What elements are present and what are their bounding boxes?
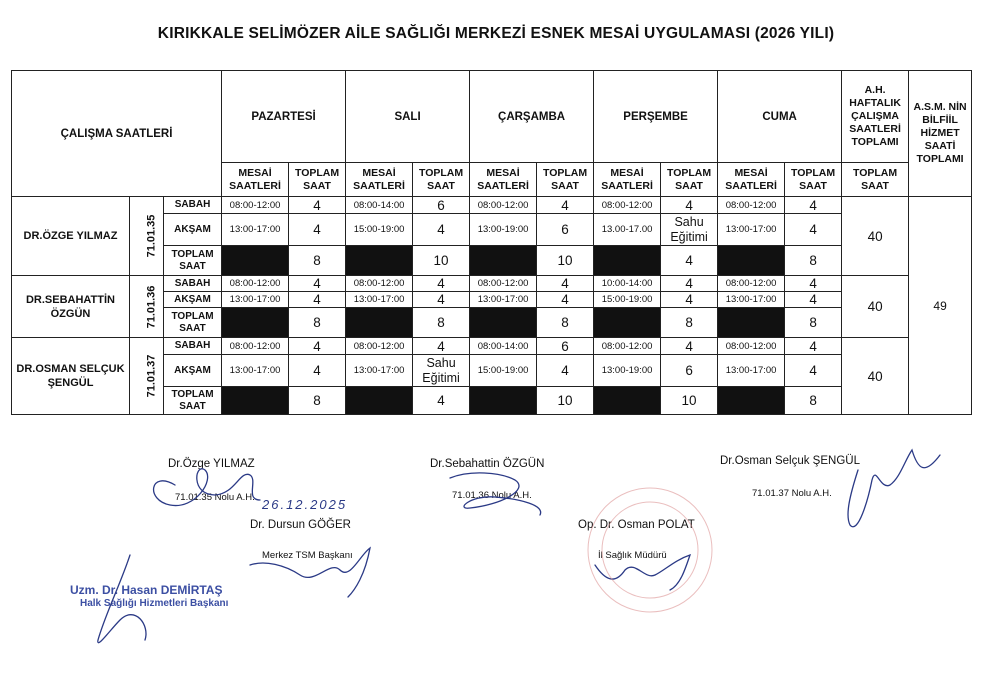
signature-name: Dr.Osman Selçuk ŞENGÜL <box>720 455 860 467</box>
time-cell: 13:00-17:00 <box>470 292 537 308</box>
day-total-cell: 8 <box>289 246 346 276</box>
col-toplam: TOPLAM SAAT <box>289 163 346 197</box>
time-cell: 13:00-19:00 <box>470 214 537 246</box>
time-cell: 08:00-14:00 <box>470 338 537 355</box>
hours-cell: 4 <box>785 214 842 246</box>
training-cell: Sahu Eğitimi <box>413 355 470 387</box>
day-header-tuesday: SALI <box>346 71 470 163</box>
time-cell: 13:00-17:00 <box>222 214 289 246</box>
time-cell: 10:00-14:00 <box>594 276 661 292</box>
row-label-sabah: SABAH <box>164 338 222 355</box>
row-label-aksam: AKŞAM <box>164 214 222 246</box>
time-cell: 08:00-12:00 <box>346 276 413 292</box>
col-mesai: MESAİ SAATLERİ <box>222 163 289 197</box>
stamp-name: Uzm. Dr. Hasan DEMİRTAŞ <box>70 583 223 597</box>
day-total-cell: 10 <box>661 387 718 415</box>
signature-role: 71.01.37 Nolu A.H. <box>752 488 832 499</box>
hours-cell: 4 <box>537 292 594 308</box>
time-cell: 13.00-17.00 <box>594 214 661 246</box>
hours-cell: 4 <box>661 197 718 214</box>
ah-weekly-total-header: A.H. HAFTALIK ÇALIŞMA SAATLERİ TOPLAMI <box>842 71 909 163</box>
time-cell: 08:00-12:00 <box>718 197 785 214</box>
hours-cell: 4 <box>413 338 470 355</box>
col-mesai: MESAİ SAATLERİ <box>718 163 785 197</box>
day-total-cell: 8 <box>289 387 346 415</box>
row-label-aksam: AKŞAM <box>164 355 222 387</box>
row-label-sabah: SABAH <box>164 197 222 214</box>
signature-name: Op. Dr. Osman POLAT <box>578 519 695 531</box>
hours-cell: 4 <box>785 338 842 355</box>
hours-cell: 4 <box>413 214 470 246</box>
corner-header: ÇALIŞMA SAATLERİ <box>12 71 222 197</box>
hours-cell: 4 <box>785 197 842 214</box>
col-mesai: MESAİ SAATLERİ <box>346 163 413 197</box>
day-total-cell: 8 <box>785 246 842 276</box>
signature-name: Dr.Özge YILMAZ <box>168 458 255 470</box>
hours-cell: 4 <box>289 276 346 292</box>
signature-role: İl Sağlık Müdürü <box>598 550 667 561</box>
asm-total-cell: 49 <box>909 197 972 415</box>
col-toplam: TOPLAM SAAT <box>537 163 594 197</box>
doctor-code: 71.01.35 <box>130 197 164 276</box>
signature-ink <box>98 555 146 643</box>
doctor-name: DR.OSMAN SELÇUK ŞENGÜL <box>12 338 130 415</box>
official-seal <box>602 502 698 598</box>
hours-cell: 4 <box>289 338 346 355</box>
hours-cell: 4 <box>661 292 718 308</box>
hours-cell: 4 <box>785 355 842 387</box>
time-cell: 08:00-14:00 <box>346 197 413 214</box>
time-cell: 08:00-12:00 <box>594 197 661 214</box>
day-total-cell: 10 <box>537 246 594 276</box>
signature-ink <box>595 555 690 590</box>
time-cell: 08:00-12:00 <box>718 276 785 292</box>
day-header-thursday: PERŞEMBE <box>594 71 718 163</box>
signature-name: Dr. Dursun GÖĞER <box>250 519 351 531</box>
time-cell: 13:00-17:00 <box>346 355 413 387</box>
day-header-friday: CUMA <box>718 71 842 163</box>
time-cell: 08:00-12:00 <box>222 276 289 292</box>
signature-role: Merkez TSM Başkanı <box>262 550 353 561</box>
hours-cell: 4 <box>413 292 470 308</box>
hours-cell: 4 <box>289 355 346 387</box>
hours-cell: 4 <box>661 276 718 292</box>
hours-cell: 4 <box>785 292 842 308</box>
time-cell: 15:00-19:00 <box>346 214 413 246</box>
doctor-code: 71.01.36 <box>130 276 164 338</box>
hours-cell: 4 <box>537 355 594 387</box>
day-total-cell: 8 <box>413 308 470 338</box>
doctor-code: 71.01.37 <box>130 338 164 415</box>
row-label-toplam: TOPLAM SAAT <box>164 308 222 338</box>
time-cell: 08:00-12:00 <box>222 197 289 214</box>
time-cell: 08:00-12:00 <box>346 338 413 355</box>
time-cell: 13:00-17:00 <box>718 292 785 308</box>
signature-name: Dr.Sebahattin ÖZGÜN <box>430 458 545 470</box>
day-total-cell: 8 <box>289 308 346 338</box>
weekly-total-cell: 40 <box>842 338 909 415</box>
time-cell: 08:00-12:00 <box>594 338 661 355</box>
time-cell: 13:00-17:00 <box>222 355 289 387</box>
signature-ink <box>154 469 260 506</box>
day-header-wednesday: ÇARŞAMBA <box>470 71 594 163</box>
day-total-cell: 4 <box>661 246 718 276</box>
col-toplam: TOPLAM SAAT <box>413 163 470 197</box>
stamp-role: Halk Sağlığı Hizmetleri Başkanı <box>80 598 229 609</box>
day-total-cell: 8 <box>661 308 718 338</box>
weekly-total-cell: 40 <box>842 276 909 338</box>
hours-cell: 6 <box>537 338 594 355</box>
weekly-total-cell: 40 <box>842 197 909 276</box>
time-cell: 15:00-19:00 <box>594 292 661 308</box>
time-cell: 13:00-17:00 <box>346 292 413 308</box>
col-toplam: TOPLAM SAAT <box>785 163 842 197</box>
signature-ink <box>450 473 541 515</box>
hours-cell: 4 <box>661 338 718 355</box>
day-total-cell: 10 <box>537 387 594 415</box>
time-cell: 13:00-17:00 <box>222 292 289 308</box>
hours-cell: 4 <box>537 276 594 292</box>
time-cell: 15:00-19:00 <box>470 355 537 387</box>
training-cell: Sahu Eğitimi <box>661 214 718 246</box>
hours-cell: 4 <box>289 197 346 214</box>
day-total-cell: 10 <box>413 246 470 276</box>
col-toplam: TOPLAM SAAT <box>661 163 718 197</box>
hours-cell: 4 <box>289 214 346 246</box>
time-cell: 08:00-12:00 <box>470 276 537 292</box>
official-seal <box>588 488 712 612</box>
hours-cell: 6 <box>413 197 470 214</box>
day-header-monday: PAZARTESİ <box>222 71 346 163</box>
hours-cell: 4 <box>289 292 346 308</box>
hours-cell: 4 <box>785 276 842 292</box>
hours-cell: 4 <box>537 197 594 214</box>
day-total-cell: 8 <box>785 387 842 415</box>
row-label-aksam: AKŞAM <box>164 292 222 308</box>
day-total-cell: 4 <box>413 387 470 415</box>
col-mesai: MESAİ SAATLERİ <box>594 163 661 197</box>
time-cell: 08:00-12:00 <box>470 197 537 214</box>
time-cell: 13:00-17:00 <box>718 355 785 387</box>
document-title: KIRIKKALE SELİMÖZER AİLE SAĞLIĞI MERKEZİ ESNEK MESAİ UYGULAMASI (2026 YILI) <box>157 25 835 42</box>
signature-ink <box>848 450 940 527</box>
time-cell: 08:00-12:00 <box>718 338 785 355</box>
doctor-name: DR.SEBAHATTİN ÖZGÜN <box>12 276 130 338</box>
hours-cell: 4 <box>413 276 470 292</box>
hours-cell: 6 <box>537 214 594 246</box>
signature-ink <box>250 548 370 597</box>
signature-role: 71.01.36 Nolu A.H. <box>452 490 532 501</box>
row-label-sabah: SABAH <box>164 276 222 292</box>
day-total-cell: 8 <box>785 308 842 338</box>
row-label-toplam: TOPLAM SAAT <box>164 387 222 415</box>
time-cell: 13:00-19:00 <box>594 355 661 387</box>
day-total-cell: 8 <box>537 308 594 338</box>
signature-role: 71.01.35 Nolu A.H. <box>175 492 255 503</box>
row-label-toplam: TOPLAM SAAT <box>164 246 222 276</box>
col-mesai: MESAİ SAATLERİ <box>470 163 537 197</box>
time-cell: 13:00-17:00 <box>718 214 785 246</box>
handwritten-date: 26.12.2025 <box>262 497 348 512</box>
hours-cell: 6 <box>661 355 718 387</box>
doctor-name: DR.ÖZGE YILMAZ <box>12 197 130 276</box>
time-cell: 08:00-12:00 <box>222 338 289 355</box>
asm-total-header: A.S.M. NİN BİLFİİL HİZMET SAATİ TOPLAMI <box>909 71 972 197</box>
col-ah-toplam: TOPLAM SAAT <box>842 163 909 197</box>
